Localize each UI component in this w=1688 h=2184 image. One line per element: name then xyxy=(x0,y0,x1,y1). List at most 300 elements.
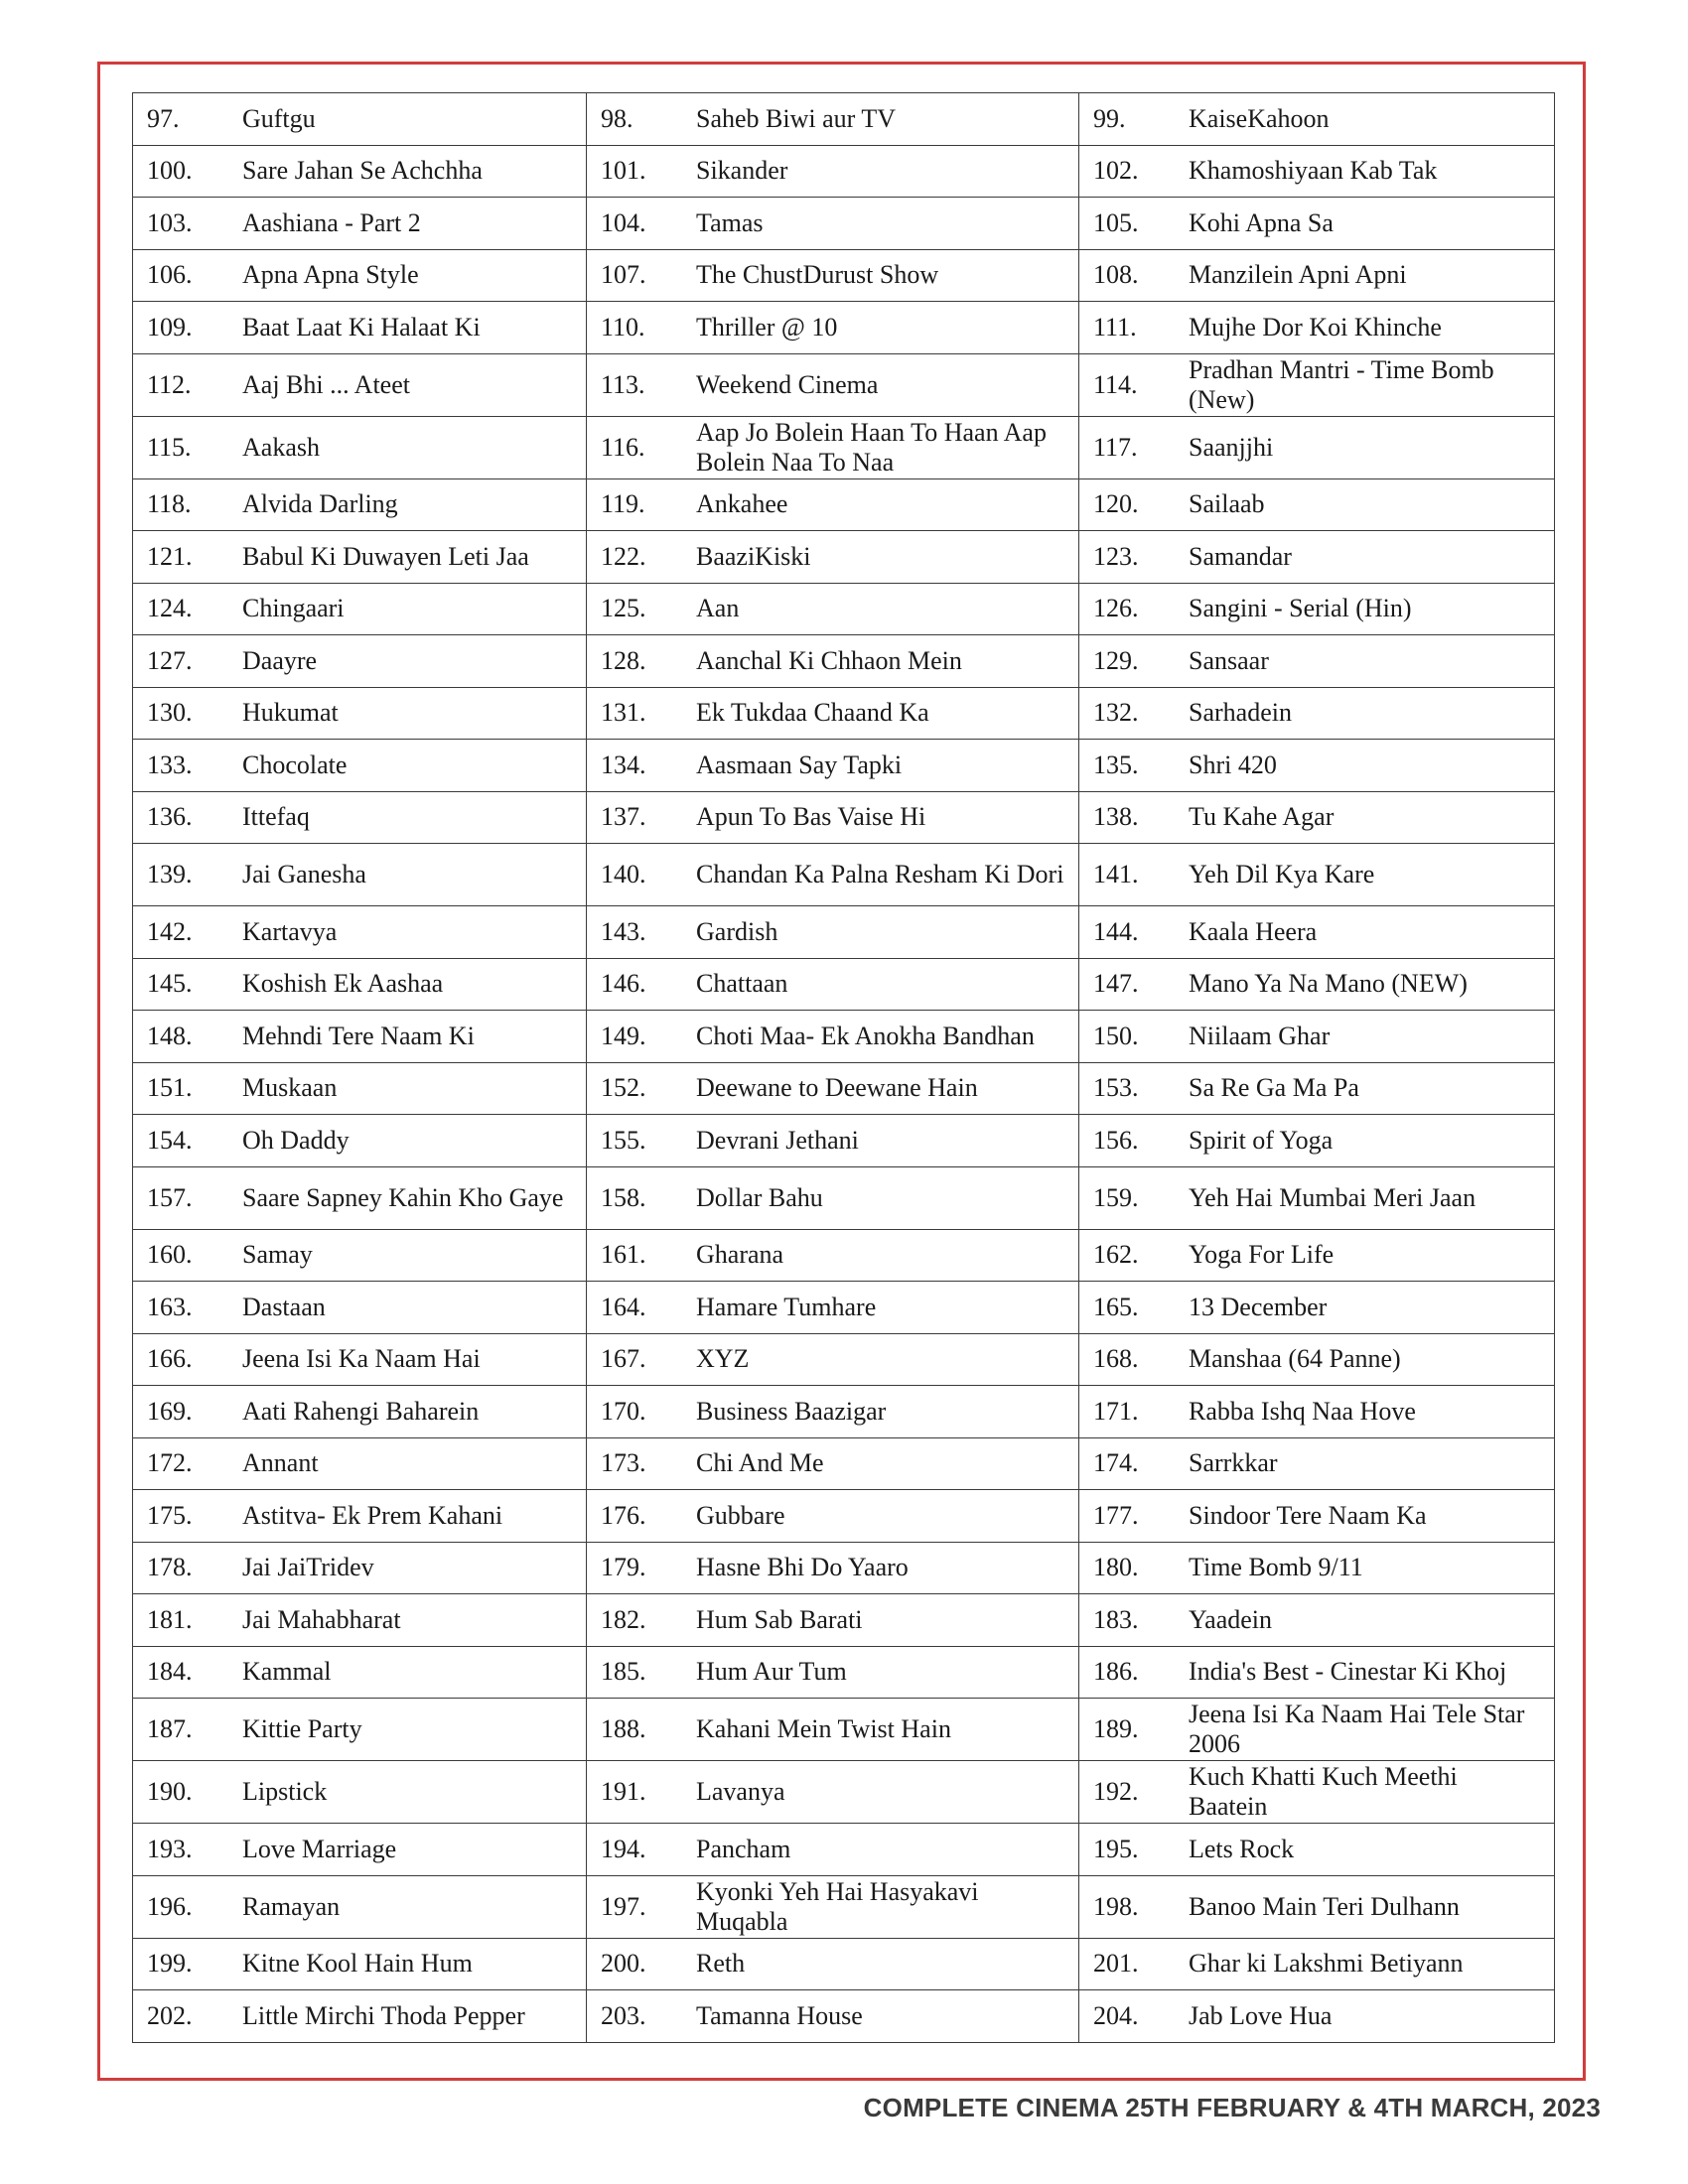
table-row xyxy=(133,198,1555,250)
programme-title: Pradhan Mantri - Time Bomb (New) xyxy=(1189,354,1494,414)
programme-listing-table xyxy=(132,92,1555,2043)
entry-number: 180. xyxy=(1093,1553,1139,1582)
listing-cell xyxy=(587,198,1079,250)
entry-number: 181. xyxy=(147,1604,193,1634)
programme-title: Khamoshiyaan Kab Tak xyxy=(1189,156,1438,186)
listing-cell xyxy=(133,1062,587,1115)
table-row xyxy=(133,906,1555,959)
listing-cell xyxy=(587,145,1079,198)
programme-title: Apun To Bas Vaise Hi xyxy=(696,802,926,832)
entry-number: 197. xyxy=(601,1891,646,1921)
listing-cell xyxy=(1079,1229,1555,1282)
entry-number: 166. xyxy=(147,1344,193,1374)
table-row xyxy=(133,93,1555,146)
listing-cell xyxy=(133,416,587,478)
listing-cell xyxy=(1079,1824,1555,1876)
entry-number: 139. xyxy=(147,860,193,888)
listing-cell xyxy=(1079,93,1555,146)
listing-cell xyxy=(1079,583,1555,635)
listing-cell xyxy=(133,1437,587,1490)
listing-cell xyxy=(133,906,587,959)
programme-title: Devrani Jethani xyxy=(696,1125,859,1155)
programme-title: Lets Rock xyxy=(1189,1834,1295,1863)
entry-number: 148. xyxy=(147,1021,193,1050)
listing-cell xyxy=(587,1990,1079,2043)
entry-number: 191. xyxy=(601,1777,646,1806)
programme-title: Kahani Mein Twist Hain xyxy=(696,1714,951,1743)
table-row xyxy=(133,687,1555,740)
listing-cell xyxy=(587,1282,1079,1334)
entry-number: 162. xyxy=(1093,1240,1139,1270)
table-row xyxy=(133,1062,1555,1115)
programme-title: Niilaam Ghar xyxy=(1189,1021,1331,1050)
entry-number: 119. xyxy=(601,489,645,519)
entry-number: 175. xyxy=(147,1500,193,1530)
table-row xyxy=(133,478,1555,531)
programme-title: Kyonki Yeh Hai Hasyakavi Muqabla xyxy=(696,1876,979,1936)
listing-cell xyxy=(587,1875,1079,1938)
entry-number: 107. xyxy=(601,260,646,290)
entry-number: 98. xyxy=(601,103,633,133)
table-row xyxy=(133,1875,1555,1938)
listing-cell xyxy=(1079,1333,1555,1386)
entry-number: 125. xyxy=(601,594,646,623)
listing-cell xyxy=(133,1490,587,1543)
entry-number: 171. xyxy=(1093,1396,1139,1426)
programme-title: Sailaab xyxy=(1189,489,1265,519)
entry-number: 113. xyxy=(601,369,645,399)
entry-number: 138. xyxy=(1093,802,1139,832)
entry-number: 147. xyxy=(1093,969,1139,999)
entry-number: 102. xyxy=(1093,156,1139,186)
programme-title: Aakash xyxy=(242,432,320,462)
programme-title: Chandan Ka Palna Resham Ki Dori xyxy=(696,860,1064,888)
entry-number: 179. xyxy=(601,1553,646,1582)
listing-cell xyxy=(1079,1437,1555,1490)
listing-cell xyxy=(133,1699,587,1761)
entry-number: 149. xyxy=(601,1021,646,1050)
listing-cell xyxy=(587,583,1079,635)
listing-cell xyxy=(1079,1386,1555,1438)
programme-title: Mujhe Dor Koi Khinche xyxy=(1189,312,1442,341)
entry-number: 118. xyxy=(147,489,192,519)
entry-number: 201. xyxy=(1093,1949,1139,1979)
listing-cell xyxy=(587,1824,1079,1876)
entry-number: 183. xyxy=(1093,1604,1139,1634)
programme-title: Ramayan xyxy=(242,1891,341,1921)
listing-cell xyxy=(1079,416,1555,478)
programme-title: Aap Jo Bolein Haan To Haan Aap Bolein Naa To Naa xyxy=(696,417,1047,477)
programme-title: Chattaan xyxy=(696,969,788,999)
entry-number: 121. xyxy=(147,541,193,571)
listing-cell xyxy=(133,1938,587,1990)
listing-cell xyxy=(1079,1282,1555,1334)
entry-number: 130. xyxy=(147,698,193,728)
entry-number: 100. xyxy=(147,156,193,186)
listing-cell xyxy=(587,1062,1079,1115)
entry-number: 117. xyxy=(1093,432,1138,462)
listing-cell xyxy=(587,1646,1079,1699)
entry-number: 192. xyxy=(1093,1777,1139,1806)
programme-title: Time Bomb 9/11 xyxy=(1189,1553,1363,1582)
entry-number: 152. xyxy=(601,1073,646,1103)
programme-title: Gardish xyxy=(696,916,778,946)
listing-cell xyxy=(133,302,587,354)
table-row xyxy=(133,844,1555,906)
listing-cell xyxy=(587,249,1079,302)
programme-title: Yeh Hai Mumbai Meri Jaan xyxy=(1189,1182,1477,1212)
table-row xyxy=(133,145,1555,198)
listing-cell xyxy=(587,1229,1079,1282)
listing-cell xyxy=(587,1490,1079,1543)
programme-title: Lipstick xyxy=(242,1777,328,1806)
listing-cell xyxy=(587,1761,1079,1824)
programme-title: Reth xyxy=(696,1949,746,1979)
table-row xyxy=(133,635,1555,688)
listing-cell xyxy=(1079,531,1555,584)
listing-cell xyxy=(133,1386,587,1438)
table-row xyxy=(133,1490,1555,1543)
listing-cell xyxy=(133,844,587,906)
table-row xyxy=(133,1011,1555,1063)
listing-cell xyxy=(1079,844,1555,906)
entry-number: 203. xyxy=(601,2000,646,2030)
programme-title: BaaziKiski xyxy=(696,541,811,571)
entry-number: 112. xyxy=(147,369,192,399)
programme-title: XYZ xyxy=(696,1344,750,1374)
entry-number: 115. xyxy=(147,432,192,462)
entry-number: 104. xyxy=(601,207,646,237)
programme-title: The ChustDurust Show xyxy=(696,260,939,290)
entry-number: 200. xyxy=(601,1949,646,1979)
table-row xyxy=(133,791,1555,844)
listing-cell xyxy=(133,1646,587,1699)
listing-cell xyxy=(587,1011,1079,1063)
entry-number: 143. xyxy=(601,916,646,946)
listing-cell xyxy=(1079,740,1555,792)
listing-cell xyxy=(133,791,587,844)
programme-title: Guftgu xyxy=(242,103,316,133)
programme-title: Shri 420 xyxy=(1189,750,1277,779)
entry-number: 129. xyxy=(1093,645,1139,675)
entry-number: 164. xyxy=(601,1292,646,1321)
listing-cell xyxy=(133,93,587,146)
listing-cell xyxy=(1079,1011,1555,1063)
programme-title: Hum Sab Barati xyxy=(696,1604,863,1634)
listing-cell xyxy=(587,958,1079,1011)
entry-number: 186. xyxy=(1093,1657,1139,1687)
listing-cell xyxy=(133,1875,587,1938)
entry-number: 174. xyxy=(1093,1448,1139,1478)
entry-number: 178. xyxy=(147,1553,193,1582)
programme-title: Kammal xyxy=(242,1657,332,1687)
programme-title: Jai Mahabharat xyxy=(242,1604,401,1634)
table-row xyxy=(133,531,1555,584)
programme-title: Aati Rahengi Baharein xyxy=(242,1396,480,1426)
entry-number: 105. xyxy=(1093,207,1139,237)
listing-cell xyxy=(587,906,1079,959)
programme-title: Alvida Darling xyxy=(242,489,398,519)
entry-number: 158. xyxy=(601,1182,646,1212)
programme-title: Astitva- Ek Prem Kahani xyxy=(242,1500,503,1530)
listing-cell xyxy=(1079,249,1555,302)
listing-cell xyxy=(1079,1938,1555,1990)
programme-title: Love Marriage xyxy=(242,1834,397,1863)
programme-title: Tamanna House xyxy=(696,2000,863,2030)
entry-number: 188. xyxy=(601,1714,646,1743)
entry-number: 114. xyxy=(1093,369,1138,399)
table-row xyxy=(133,1333,1555,1386)
listing-cell xyxy=(133,1229,587,1282)
programme-title: Aashiana - Part 2 xyxy=(242,207,421,237)
entry-number: 184. xyxy=(147,1657,193,1687)
listing-cell xyxy=(133,1542,587,1594)
listing-cell xyxy=(133,1333,587,1386)
listing-cell xyxy=(587,1542,1079,1594)
programme-title: Tu Kahe Agar xyxy=(1189,802,1335,832)
programme-title: Ankahee xyxy=(696,489,788,519)
programme-title: Saheb Biwi aur TV xyxy=(696,103,896,133)
table-row xyxy=(133,1166,1555,1229)
programme-title: Lavanya xyxy=(696,1777,785,1806)
entry-number: 193. xyxy=(147,1834,193,1863)
entry-number: 187. xyxy=(147,1714,193,1743)
entry-number: 108. xyxy=(1093,260,1139,290)
listing-cell xyxy=(587,353,1079,416)
programme-title: Ek Tukdaa Chaand Ka xyxy=(696,698,929,728)
programme-title: Apna Apna Style xyxy=(242,260,419,290)
listing-cell xyxy=(587,1699,1079,1761)
programme-title: Saanjjhi xyxy=(1189,432,1274,462)
listing-cell xyxy=(587,1386,1079,1438)
programme-title: Jai JaiTridev xyxy=(242,1553,374,1582)
programme-title: Kohi Apna Sa xyxy=(1189,207,1334,237)
programme-title: Sarrkkar xyxy=(1189,1448,1278,1478)
entry-number: 133. xyxy=(147,750,193,779)
programme-title: Jab Love Hua xyxy=(1189,2000,1333,2030)
programme-title: Hukumat xyxy=(242,698,339,728)
entry-number: 190. xyxy=(147,1777,193,1806)
programme-title: Dollar Bahu xyxy=(696,1182,823,1212)
entry-number: 176. xyxy=(601,1500,646,1530)
programme-title: Baat Laat Ki Halaat Ki xyxy=(242,312,481,341)
listing-cell xyxy=(1079,478,1555,531)
programme-title: Kartavya xyxy=(242,916,338,946)
table-row xyxy=(133,353,1555,416)
programme-title: Little Mirchi Thoda Pepper xyxy=(242,2000,525,2030)
programme-title: Aan xyxy=(696,594,740,623)
listing-cell xyxy=(587,416,1079,478)
entry-number: 111. xyxy=(1093,312,1137,341)
programme-title: Oh Daddy xyxy=(242,1125,350,1155)
listing-cell xyxy=(1079,1115,1555,1167)
listing-cell xyxy=(1079,1166,1555,1229)
listing-cell xyxy=(133,740,587,792)
listing-cell xyxy=(133,1824,587,1876)
programme-title: Rabba Ishq Naa Hove xyxy=(1189,1396,1416,1426)
programme-title: Deewane to Deewane Hain xyxy=(696,1073,978,1103)
entry-number: 170. xyxy=(601,1396,646,1426)
entry-number: 97. xyxy=(147,103,180,133)
entry-number: 168. xyxy=(1093,1344,1139,1374)
programme-title: Muskaan xyxy=(242,1073,338,1103)
programme-title: 13 December xyxy=(1189,1292,1328,1321)
entry-number: 132. xyxy=(1093,698,1139,728)
listing-cell xyxy=(133,1011,587,1063)
programme-title: Hasne Bhi Do Yaaro xyxy=(696,1553,909,1582)
entry-number: 156. xyxy=(1093,1125,1139,1155)
programme-title: Daayre xyxy=(242,645,318,675)
listing-cell xyxy=(133,1166,587,1229)
entry-number: 137. xyxy=(601,802,646,832)
footer-caption: COMPLETE CINEMA 25TH FEBRUARY & 4TH MARCH, 2023 xyxy=(863,2093,1601,2122)
entry-number: 141. xyxy=(1093,860,1139,888)
table-row xyxy=(133,1761,1555,1824)
programme-title: Babul Ki Duwayen Leti Jaa xyxy=(242,541,529,571)
programme-title: Banoo Main Teri Dulhann xyxy=(1189,1891,1460,1921)
entry-number: 136. xyxy=(147,802,193,832)
table-row xyxy=(133,958,1555,1011)
entry-number: 110. xyxy=(601,312,645,341)
table-row xyxy=(133,1699,1555,1761)
entry-number: 202. xyxy=(147,2000,193,2030)
programme-title: Koshish Ek Aashaa xyxy=(242,969,444,999)
entry-number: 194. xyxy=(601,1834,646,1863)
programme-title: Samay xyxy=(242,1240,313,1270)
programme-title: Choti Maa- Ek Anokha Bandhan xyxy=(696,1021,1035,1050)
listing-cell xyxy=(587,1333,1079,1386)
table-row xyxy=(133,249,1555,302)
listing-cell xyxy=(587,1437,1079,1490)
listing-cell xyxy=(1079,906,1555,959)
entry-number: 153. xyxy=(1093,1073,1139,1103)
listing-cell xyxy=(1079,958,1555,1011)
programme-title: Kaala Heera xyxy=(1189,916,1318,946)
entry-number: 163. xyxy=(147,1292,193,1321)
table-row xyxy=(133,1542,1555,1594)
listing-cell xyxy=(1079,635,1555,688)
table-row xyxy=(133,1115,1555,1167)
programme-title: Aaj Bhi ... Ateet xyxy=(242,369,410,399)
listing-cell xyxy=(1079,791,1555,844)
programme-title: Business Baazigar xyxy=(696,1396,887,1426)
listing-cell xyxy=(133,687,587,740)
programme-title: Hamare Tumhare xyxy=(696,1292,877,1321)
entry-number: 134. xyxy=(601,750,646,779)
listing-cell xyxy=(1079,1542,1555,1594)
listing-cell xyxy=(587,302,1079,354)
listing-cell xyxy=(1079,1594,1555,1647)
entry-number: 131. xyxy=(601,698,646,728)
entry-number: 106. xyxy=(147,260,193,290)
entry-number: 204. xyxy=(1093,2000,1139,2030)
programme-title: Sare Jahan Se Achchha xyxy=(242,156,483,186)
programme-title: Aanchal Ki Chhaon Mein xyxy=(696,645,962,675)
listing-cell xyxy=(587,635,1079,688)
programme-title: Kuch Khatti Kuch Meethi Baatein xyxy=(1189,1762,1458,1821)
listing-cell xyxy=(133,531,587,584)
programme-title: Manshaa (64 Panne) xyxy=(1189,1344,1401,1374)
programme-title: Saare Sapney Kahin Kho Gaye xyxy=(242,1182,564,1212)
entry-number: 198. xyxy=(1093,1891,1139,1921)
programme-title: Jai Ganesha xyxy=(242,860,366,888)
entry-number: 196. xyxy=(147,1891,193,1921)
entry-number: 195. xyxy=(1093,1834,1139,1863)
programme-title: Tamas xyxy=(696,207,764,237)
programme-title: Chi And Me xyxy=(696,1448,824,1478)
programme-title: Aasmaan Say Tapki xyxy=(696,750,903,779)
programme-title: Chocolate xyxy=(242,750,348,779)
table-row xyxy=(133,1386,1555,1438)
listing-cell xyxy=(587,1938,1079,1990)
programme-title: Kittie Party xyxy=(242,1714,362,1743)
programme-title: Sa Re Ga Ma Pa xyxy=(1189,1073,1359,1103)
entry-number: 128. xyxy=(601,645,646,675)
listing-cell xyxy=(133,353,587,416)
table-row xyxy=(133,1824,1555,1876)
listing-cell xyxy=(133,478,587,531)
entry-number: 169. xyxy=(147,1396,193,1426)
programme-title: Weekend Cinema xyxy=(696,369,879,399)
listing-cell xyxy=(133,1594,587,1647)
programme-title: Ittefaq xyxy=(242,802,310,832)
listing-cell xyxy=(1079,1990,1555,2043)
entry-number: 173. xyxy=(601,1448,646,1478)
entry-number: 157. xyxy=(147,1182,193,1212)
entry-number: 146. xyxy=(601,969,646,999)
programme-title: Hum Aur Tum xyxy=(696,1657,847,1687)
programme-title: Sangini - Serial (Hin) xyxy=(1189,594,1412,623)
table-row xyxy=(133,1646,1555,1699)
listing-cell xyxy=(587,844,1079,906)
entry-number: 140. xyxy=(601,860,646,888)
entry-number: 109. xyxy=(147,312,193,341)
programme-title: Ghar ki Lakshmi Betiyann xyxy=(1189,1949,1464,1979)
entry-number: 126. xyxy=(1093,594,1139,623)
table-row xyxy=(133,583,1555,635)
entry-number: 150. xyxy=(1093,1021,1139,1050)
entry-number: 99. xyxy=(1093,103,1126,133)
listing-cell xyxy=(1079,302,1555,354)
table-row xyxy=(133,1938,1555,1990)
listing-cell xyxy=(587,93,1079,146)
entry-number: 122. xyxy=(601,541,646,571)
table-row xyxy=(133,1990,1555,2043)
listing-cell xyxy=(133,583,587,635)
programme-title: Manzilein Apni Apni xyxy=(1189,260,1407,290)
programme-title: Sarhadein xyxy=(1189,698,1292,728)
programme-title: Spirit of Yoga xyxy=(1189,1125,1334,1155)
listing-cell xyxy=(1079,1875,1555,1938)
listing-cell xyxy=(1079,145,1555,198)
listing-cell xyxy=(133,635,587,688)
listing-cell xyxy=(587,478,1079,531)
programme-title: Pancham xyxy=(696,1834,791,1863)
listing-cell xyxy=(133,1115,587,1167)
table-row xyxy=(133,1594,1555,1647)
listing-cell xyxy=(587,1115,1079,1167)
listing-cell xyxy=(1079,687,1555,740)
programme-title: Sansaar xyxy=(1189,645,1269,675)
listing-cell xyxy=(587,791,1079,844)
entry-number: 151. xyxy=(147,1073,193,1103)
entry-number: 124. xyxy=(147,594,193,623)
listing-cell xyxy=(1079,1699,1555,1761)
programme-title: Mano Ya Na Mano (NEW) xyxy=(1189,969,1468,999)
entry-number: 145. xyxy=(147,969,193,999)
listing-cell xyxy=(587,1594,1079,1647)
entry-number: 185. xyxy=(601,1657,646,1687)
